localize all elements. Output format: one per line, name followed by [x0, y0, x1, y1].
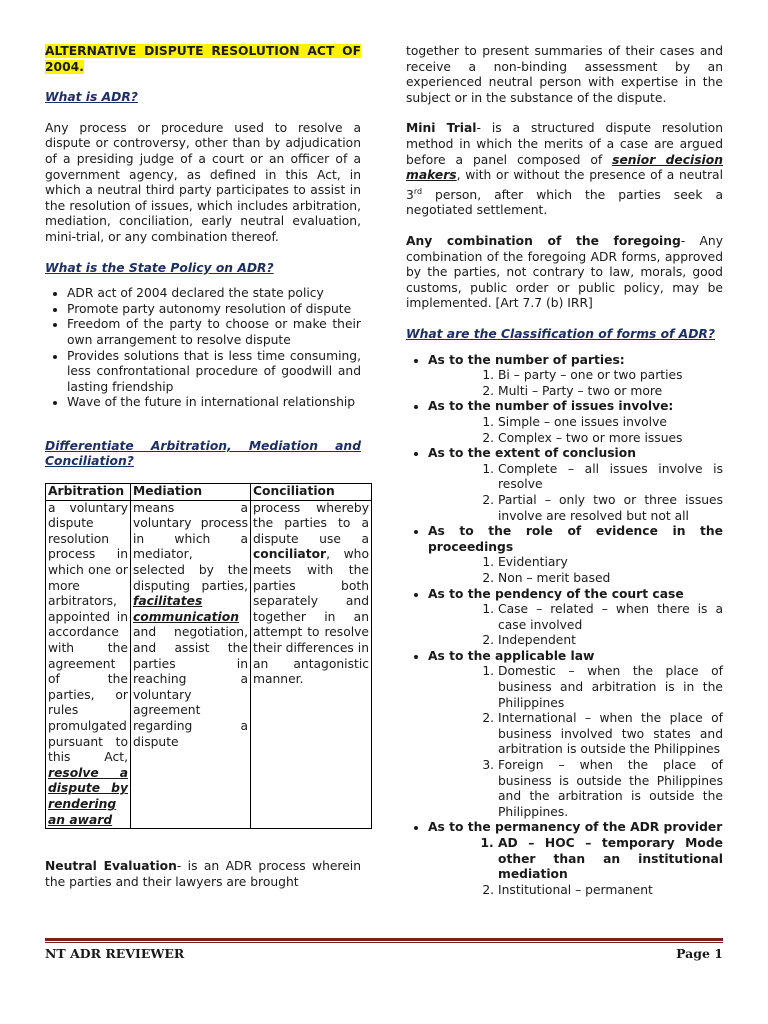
classification-sublist — [428, 602, 723, 649]
classification-label: • As to the number of issues involve: — [428, 399, 674, 414]
sublist-item: 2. Partial – only two or three issues involve are resolved but not all — [498, 493, 723, 524]
mini-trial-term: Mini Trial — [406, 121, 477, 136]
classification-sublist — [428, 555, 723, 586]
sublist-item: 1. Evidentiary — [498, 555, 723, 571]
sublist-item: 1. AD – HOC – temporary Mode other than an institutional mediation — [498, 836, 723, 883]
heading-differentiate: Differentiate Arbitration, Mediation and Conciliation? — [45, 438, 361, 469]
classification-list — [406, 353, 723, 899]
column-header-arbitration: Arbitration — [46, 484, 131, 501]
column-header-conciliation: Conciliation — [251, 484, 372, 501]
sublist-item: 2. International – when the place of business involved two states and arbitration is outside the Philippines — [498, 711, 723, 758]
footer-title: NT ADR REVIEWER — [45, 946, 185, 961]
paragraph-adr-definition: Any process or procedure used to resolve a dispute or controversy, other than by adjudication of a presiding judge of a court or an officer of a government agency, as defined in this Act, in which a neutral third party participates to assist in the resolution of issues, which includes arbitration, mediation, conciliation, early neutral evaluation, mini-trial, or any combination thereof. — [45, 120, 361, 244]
page-number: Page 1 — [676, 946, 723, 961]
sublist-item: 2. Complex – two or more issues — [498, 431, 723, 447]
classification-item — [428, 820, 723, 898]
classification-item — [428, 524, 723, 586]
sublist-item: 1. Simple – one issues involve — [498, 415, 723, 431]
table-row — [46, 500, 372, 828]
classification-label: • As to the applicable law — [428, 648, 595, 663]
sublist-item: 2. Non – merit based — [498, 571, 723, 587]
classification-sublist — [428, 462, 723, 524]
classification-label: • As to the role of evidence in the proceedings — [428, 524, 723, 554]
mediation-emphasis: facilitates communication — [133, 594, 239, 624]
sublist-item: 2. Independent — [498, 633, 723, 649]
column-header-mediation: Mediation — [131, 484, 251, 501]
footer-rule-thin — [45, 942, 723, 943]
classification-item — [428, 446, 723, 524]
classification-sublist — [428, 368, 723, 399]
classification-sublist — [428, 415, 723, 446]
classification-label: • As to the pendency of the court case — [428, 586, 684, 601]
list-item: • Provides solutions that is less time consuming, less confrontational procedure of goodwill and lasting friendship — [67, 349, 361, 396]
comparison-table — [45, 483, 372, 829]
paragraph-neutral-evaluation-cont: together to present summaries of their cases and receive a non-binding assessment by an experienced neutral person with expertise in the subject or in the substance of the dispute. — [406, 44, 723, 105]
classification-label: • As to the number of parties: — [428, 352, 625, 367]
classification-label: • As to the permanency of the ADR provider — [428, 820, 723, 835]
table-header-row — [46, 484, 372, 501]
paragraph-any-combination: Any combination of the foregoing- Any combination of the foregoing ADR forms, approved by the parties, not contrary to law, morals, good customs, public order or public policy, may be implemented. [Art 7.7 (b) IRR] — [406, 234, 723, 311]
sublist-item: 1. Case – related – when there is a case involved — [498, 602, 723, 633]
cell-arbitration: a voluntary dispute resolution process in which one or more arbitrators, appointed in accordance with the agreement of the parties, or rules promulgated pursuant to this Act, resolve a dispute by rendering an award — [46, 500, 131, 828]
left-column — [45, 44, 369, 890]
paragraph-mini-trial: Mini Trial- is a structured dispute resolution method in which the merits of a case are argued before a panel composed of senior decision makers, with or without the presence of a neutral 3rd person, after which the parties seek a negotiated settlement. — [406, 121, 723, 218]
neutral-evaluation-term: Neutral Evaluation — [45, 859, 177, 874]
sublist-item: 1. Bi – party – one or two parties — [498, 368, 723, 384]
footer-rule — [45, 938, 723, 941]
any-combination-term: Any combination of the foregoing — [406, 234, 681, 249]
sublist-item: 2. Institutional – permanent — [498, 883, 723, 899]
classification-label: • As to the extent of conclusion — [428, 446, 636, 461]
sublist-item: 3. Foreign – when the place of business is outside the Philippines and the arbitration is outside the Philippines. — [498, 758, 723, 820]
heading-classification: What are the Classification of forms of ADR? — [406, 327, 716, 341]
senior-decision-makers-emphasis: senior decision makers — [406, 152, 723, 183]
conciliator-term: conciliator — [253, 547, 327, 562]
sublist-item: 1. Complete – all issues involve is resolve — [498, 462, 723, 493]
cell-mediation: means a voluntary process in which a mediator, selected by the disputing parties, facilitates communication and negotiation, and assist the parties in reaching a voluntary agreement regarding a dispute — [131, 500, 251, 828]
heading-state-policy: What is the State Policy on ADR? — [45, 260, 274, 275]
classification-sublist — [428, 664, 723, 820]
classification-item — [428, 587, 723, 649]
paragraph-neutral-evaluation: Neutral Evaluation- is an ADR process wherein the parties and their lawyers are brought — [45, 859, 361, 889]
list-item: • ADR act of 2004 declared the state policy — [67, 286, 361, 302]
policy-list — [45, 286, 361, 411]
document-title-wrap — [45, 44, 361, 75]
heading-what-is-adr: What is ADR? — [45, 90, 138, 105]
list-item: • Freedom of the party to choose or make their own arrangement to resolve dispute — [67, 317, 361, 348]
classification-sublist — [428, 836, 723, 898]
arbitration-emphasis: resolve a dispute by rendering an award — [48, 765, 128, 827]
right-column — [406, 44, 723, 898]
classification-item — [428, 649, 723, 821]
list-item: • Wave of the future in international relationship — [67, 395, 361, 411]
cell-conciliation: process whereby the parties to a dispute use a conciliator, who meets with the parties both separately and together in an attempt to resolve their differences in an antagonistic manner. — [251, 500, 372, 828]
sublist-item: 1. Domestic – when the place of business and arbitration is in the Philippines — [498, 664, 723, 711]
document-title: ALTERNATIVE DISPUTE RESOLUTION ACT OF 2004. — [45, 44, 361, 74]
list-item: • Promote party autonomy resolution of dispute — [67, 302, 361, 318]
sublist-item: 2. Multi – Party – two or more — [498, 384, 723, 400]
classification-item — [428, 353, 723, 400]
classification-item — [428, 399, 723, 446]
